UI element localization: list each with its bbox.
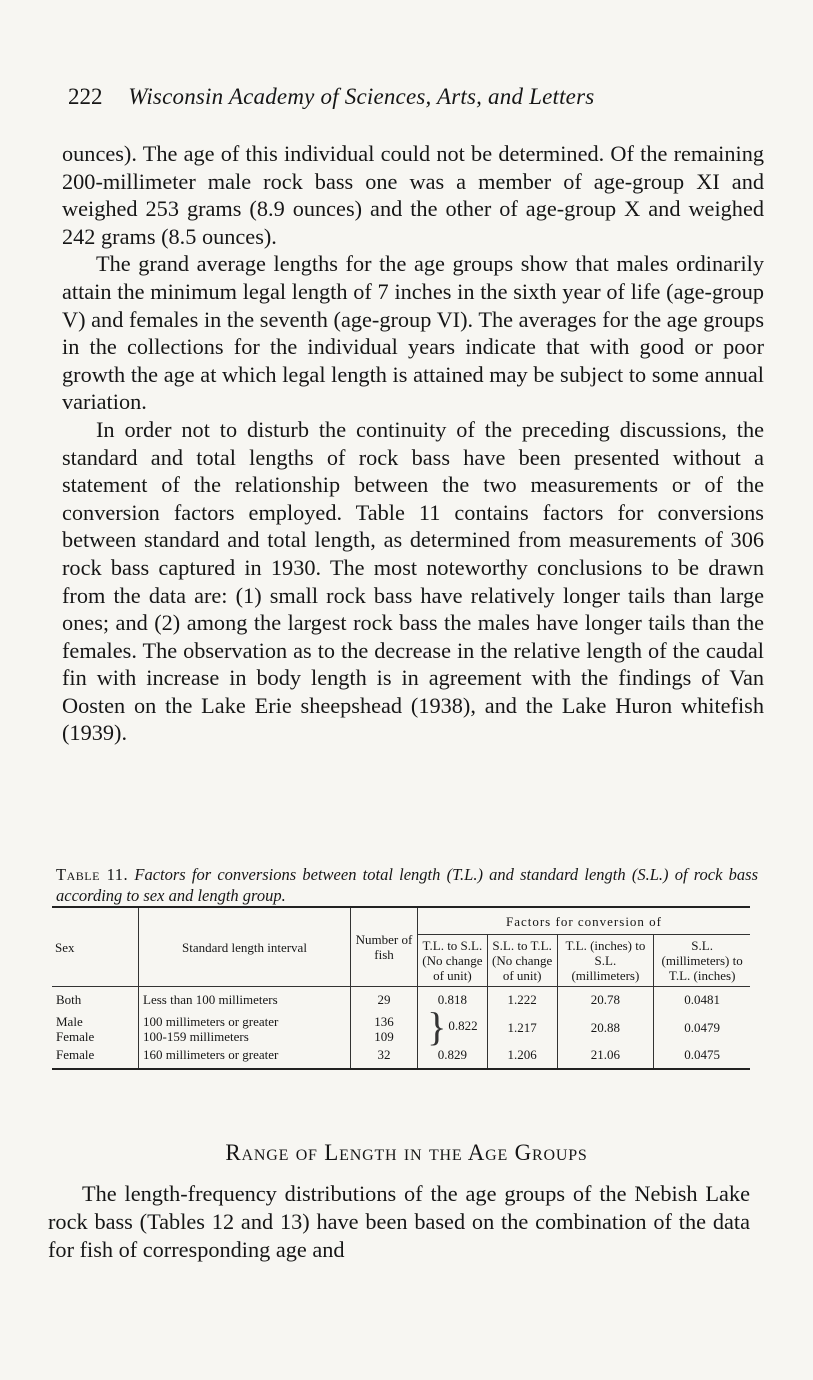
col-header-factors-group: Factors for conversion of	[418, 907, 751, 935]
section-body	[48, 1180, 750, 1264]
cell-tl-in-to-sl-mm: 20.88	[557, 1008, 654, 1046]
cell-tl-to-sl: 0.818	[418, 987, 488, 1009]
cell-tl-to-sl	[418, 1004, 488, 1049]
cell-tl-in-to-sl-mm: 21.06	[557, 1046, 654, 1069]
cell-number-male: 136	[374, 1014, 394, 1029]
table-caption-label: Table 11.	[56, 865, 129, 884]
running-head	[68, 84, 718, 110]
page-number: 222	[68, 84, 103, 109]
cell-number	[351, 1008, 418, 1046]
cell-number: 29	[351, 987, 418, 1009]
paragraph-3: In order not to disturb the continuity of the preceding discussions, the standard and total lengths of rock bass have been presented without a statement of the relationship between the two measurements or of the conversion factors employed. Table 11 contains factors for conversions between standard and total length, as determined from measurements of 306 rock bass captured in 1930. The most noteworthy conclusions to be drawn from the data are: (1) small rock bass have relatively longer tails than large ones; and (2) among the largest rock bass the males have longer tails than the females. The observation as to the decrease in the relative length of the caudal fin with increase in body length is in agreement with the findings of Van Oosten on the Lake Erie sheepshead (1938), and the Lake Huron whitefish (1939).	[62, 416, 764, 746]
col-header-sl-to-tl: S.L. to T.L. (No change of unit)	[487, 935, 557, 987]
section-paragraph: The length-frequency distributions of the age groups of the Nebish Lake rock bass (Tables 12 and 13) have been based on the combination of the data for fish of corresponding age and	[48, 1181, 750, 1262]
col-header-interval: Standard length interval	[139, 907, 351, 987]
table-caption-text: Factors for conversions between total length (T.L.) and standard length (S.L.) of rock bass according to sex and length group.	[56, 865, 759, 905]
cell-sl-to-tl: 1.217	[487, 1008, 557, 1046]
table-row	[52, 1008, 750, 1046]
cell-interval: 160 millimeters or greater	[139, 1046, 351, 1069]
cell-sl-to-tl: 1.206	[487, 1046, 557, 1069]
body-text	[62, 140, 764, 747]
col-header-sl-mm-to-tl-in: S.L. (millimeters) to T.L. (inches)	[654, 935, 750, 987]
brace-glyph: }	[427, 1004, 447, 1049]
cell-tl-in-to-sl-mm: 20.78	[557, 987, 654, 1009]
cell-sl-to-tl: 1.222	[487, 987, 557, 1009]
cell-interval-female: 100-159 millimeters	[143, 1029, 249, 1044]
cell-number: 32	[351, 1046, 418, 1069]
cell-tl-to-sl-value: 0.822	[448, 1017, 478, 1033]
cell-sex-male: Male	[56, 1014, 83, 1029]
cell-sex-female: Female	[56, 1029, 95, 1044]
conversion-factors-table	[52, 906, 750, 1070]
cell-sex: Female	[56, 1047, 95, 1062]
col-header-tl-to-sl: T.L. to S.L. (No change of unit)	[418, 935, 488, 987]
journal-title: Wisconsin Academy of Sciences, Arts, and Letters	[128, 84, 595, 109]
cell-sl-mm-to-tl-in: 0.0475	[654, 1046, 750, 1069]
col-header-tl-in-to-sl-mm: T.L. (inches) to S.L. (millimeters)	[557, 935, 654, 987]
paragraph-2: The grand average lengths for the age groups show that males ordinarily attain the minimum legal length of 7 inches in the sixth year of life (age-group V) and females in the seventh (age-group VI). The averages for the age groups in the collections for the individual years indicate that with good or poor growth the age at which legal length is attained may be subject to some annual variation.	[62, 251, 764, 415]
cell-number-female: 109	[374, 1029, 394, 1044]
cell-interval: Less than 100 millimeters	[139, 987, 351, 1009]
cell-interval-male: 100 millimeters or greater	[143, 1014, 279, 1029]
cell-tl-to-sl: 0.829	[418, 1046, 488, 1069]
cell-sl-mm-to-tl-in: 0.0481	[654, 987, 750, 1009]
table-row	[52, 987, 750, 1009]
paragraph-1: ounces). The age of this individual could not be determined. Of the remaining 200-millimeter male rock bass one was a member of age-group XI and weighed 253 grams (8.9 ounces) and the other of age-group X and weighed 242 grams (8.5 ounces).	[62, 141, 764, 249]
table-caption	[56, 864, 758, 906]
col-header-number: Number of fish	[351, 907, 418, 987]
cell-sex: Both	[56, 992, 82, 1007]
cell-sex	[52, 1008, 139, 1046]
col-header-sex: Sex	[55, 939, 75, 955]
table-row	[52, 1046, 750, 1069]
section-heading: Range of Length in the Age Groups	[225, 1140, 588, 1165]
cell-interval	[139, 1008, 351, 1046]
cell-sl-mm-to-tl-in: 0.0479	[654, 1008, 750, 1046]
